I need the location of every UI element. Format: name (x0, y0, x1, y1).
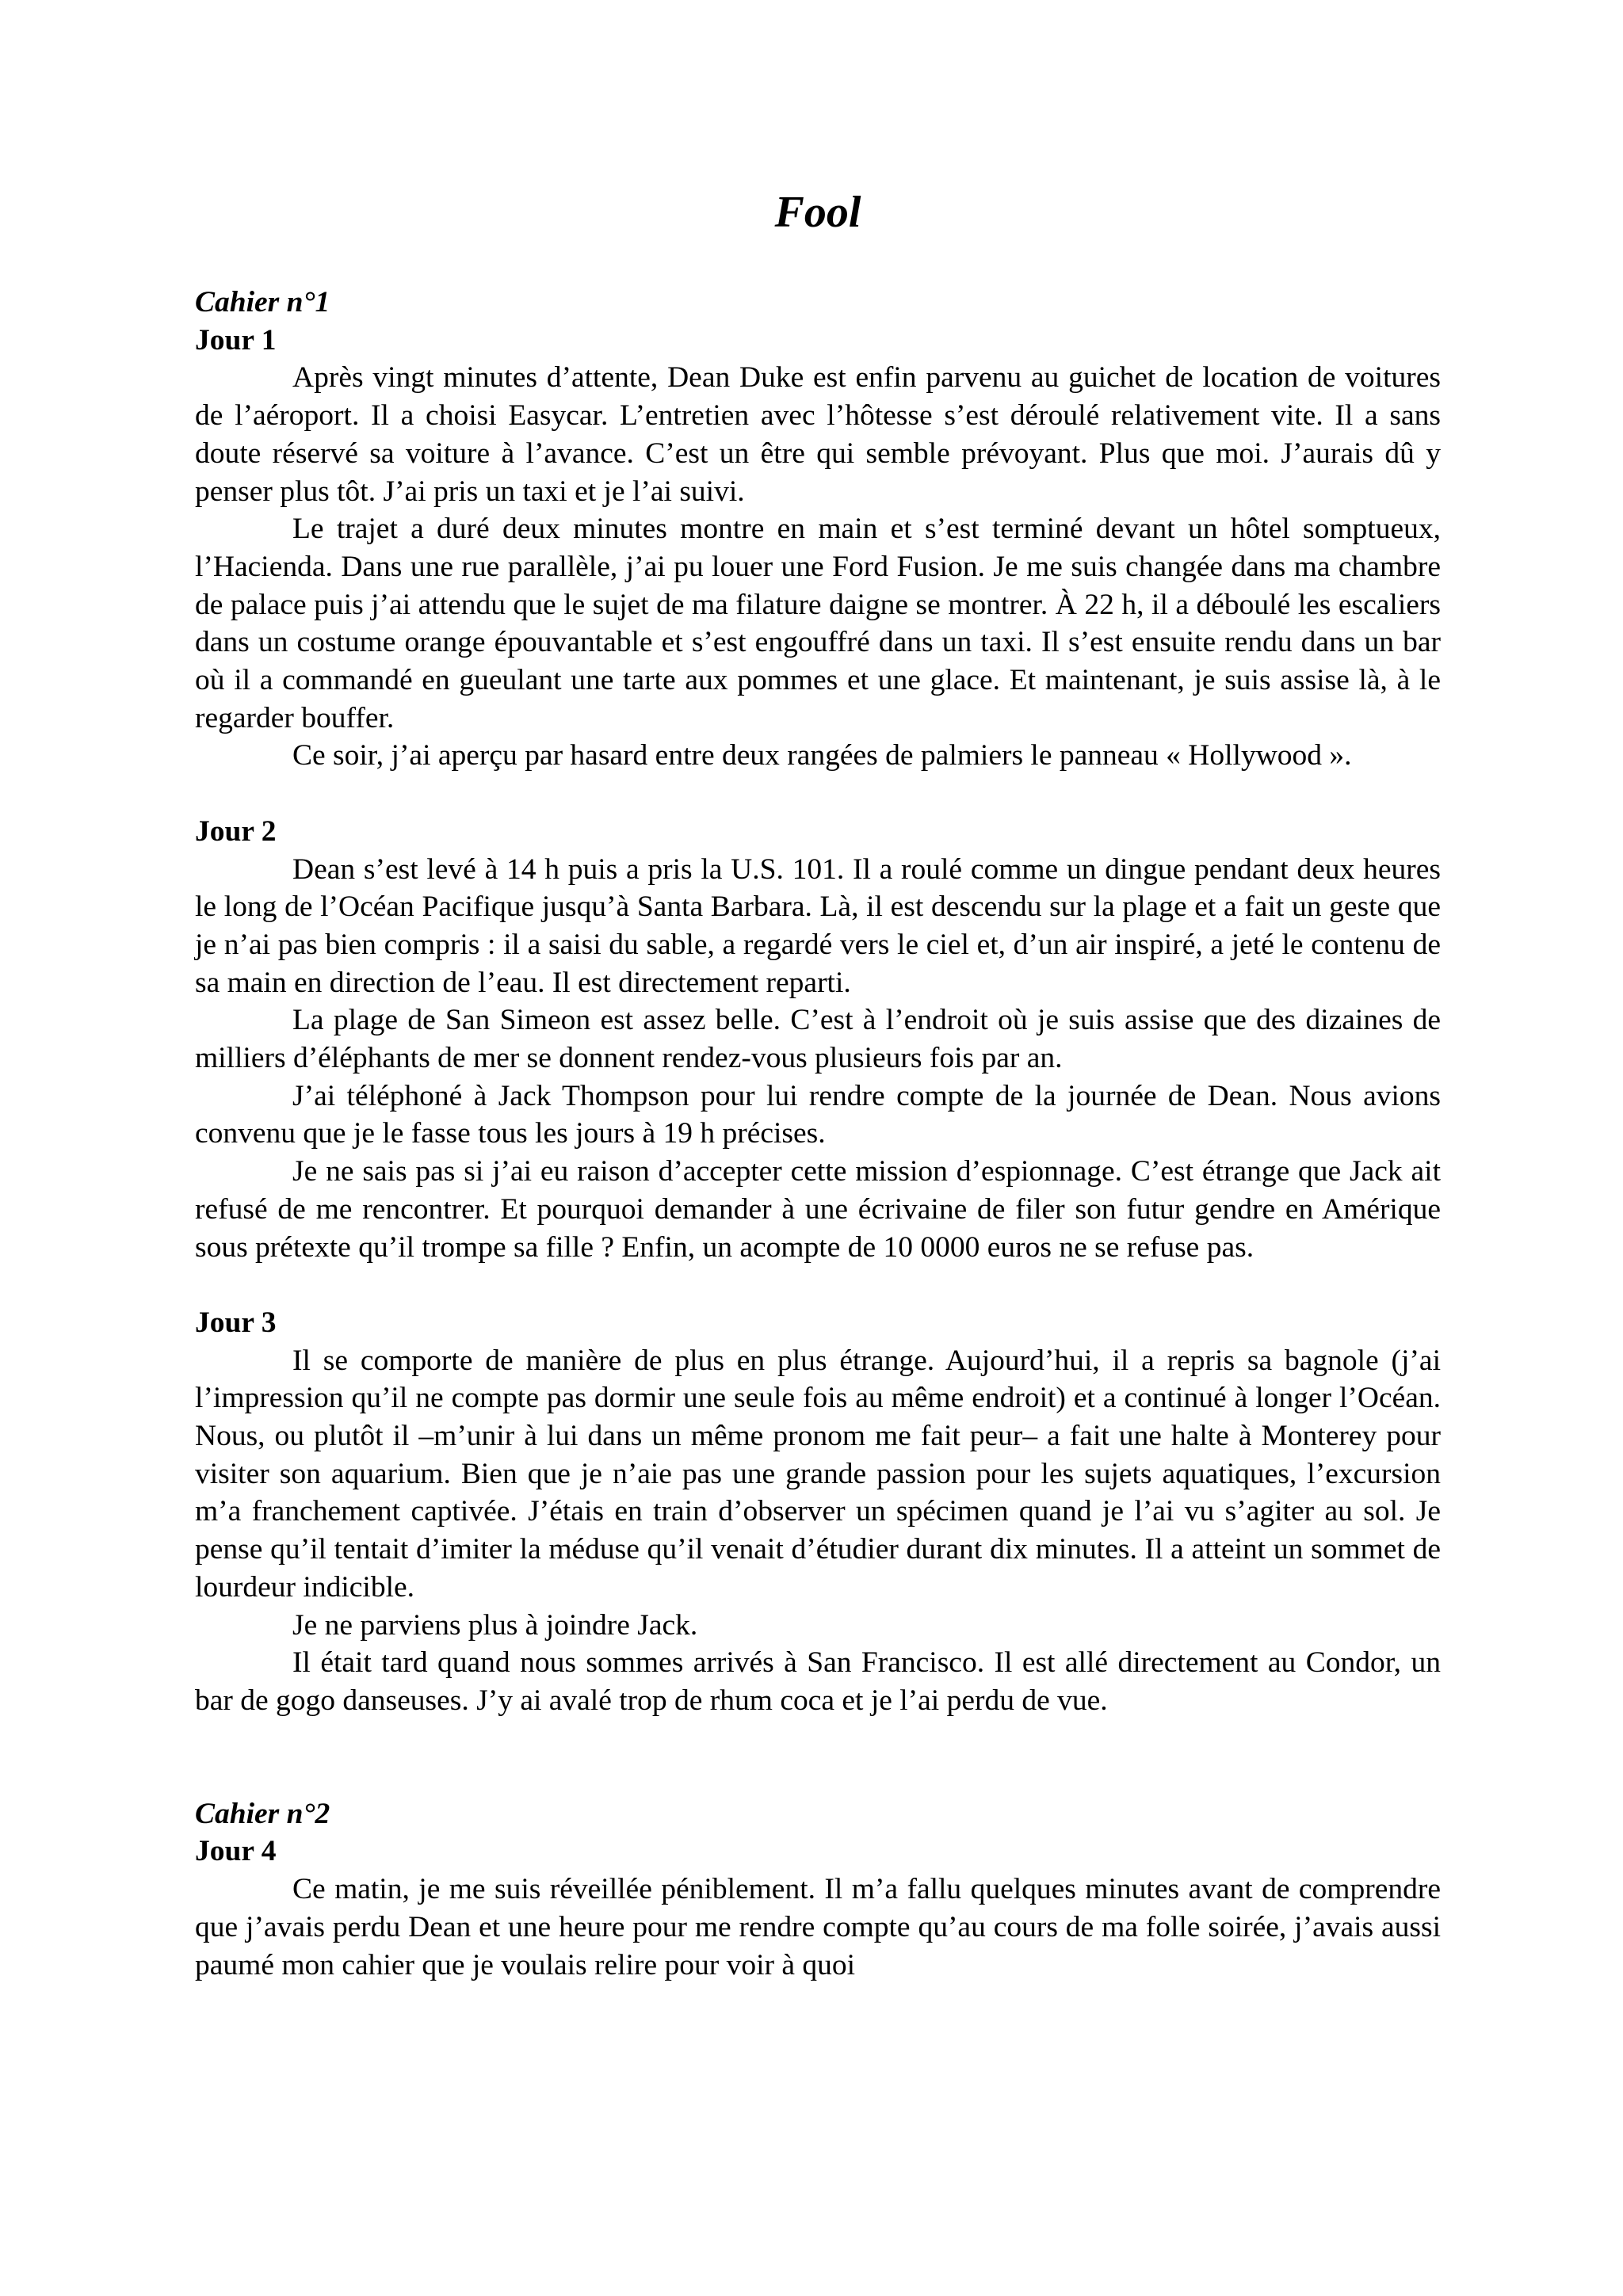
jour-2-paragraph-2: La plage de San Simeon est assez belle. C’est à l’endroit où je suis assise que des dizaines de milliers d’éléphants de mer se donnent rendez-vous plusieurs fois par an. (195, 1004, 1441, 1075)
spacer (195, 1266, 1441, 1304)
jour-1-paragraph-2: Le trajet a duré deux minutes montre en main et s’est terminé devant un hôtel somptueux, l’Hacienda. Dans une rue parallèle, j’ai pu louer une Ford Fusion. Je me suis changée dans ma chambre de palace puis j’ai attendu que le sujet de ma filature daigne se montrer. À 22 h, il a déboulé les escaliers dans un costume orange épouvantable et s’est engouffré dans un taxi. Il s’est ensuite rendu dans un bar où il a commandé en gueulant une tarte aux pommes et une glace. Et maintenant, je suis assise là, à le regarder bouffer. (195, 513, 1441, 734)
jour-4-heading: Jour 4 (195, 1835, 277, 1868)
jour-4-paragraph-1: Ce matin, je me suis réveillée péniblement. Il m’a fallu quelques minutes avant de comprendre que j’avais perdu Dean et une heure pour me rendre compte qu’au cours de ma folle soirée, j’avais aussi paumé mon cahier que je voulais relire pour voir à quoi (195, 1873, 1441, 1981)
document-page (195, 187, 1441, 1984)
jour-1-paragraph-3: Ce soir, j’ai aperçu par hasard entre deux rangées de palmiers le panneau « Hollywood ». (292, 739, 1352, 772)
cahier-2-heading: Cahier n°2 (195, 1797, 330, 1830)
jour-3-paragraph-1: Il se comporte de manière de plus en plus étrange. Aujourd’hui, il a repris sa bagnole (j’ai l’impression qu’il ne compte pas dormir une seule fois au même endroit) et a continué à longer l’Océan. Nous, ou plutôt il –m’unir à lui dans un même pronom me fait peur– a fait une halte à Monterey pour visiter son aquarium. Bien que je n’aie pas une grande passion pour les sujets aquatiques, l’excursion m’a franchement captivée. J’étais en train d’observer un spécimen quand je l’ai vu s’agiter au sol. Je pense qu’il tentait d’imiter la méduse qu’il venait d’étudier durant dix minutes. Il a atteint un sommet de lourdeur indicible. (195, 1344, 1441, 1604)
jour-1-paragraph-1: Après vingt minutes d’attente, Dean Duke est enfin parvenu au guichet de location de voitures de l’aéroport. Il a choisi Easycar. L’entretien avec l’hôtesse s’est déroulé relativement vite. Il a sans doute réservé sa voiture à l’avance. C’est un être qui semble prévoyant. Plus que moi. J’aurais dû y penser plus tôt. J’ai pris un taxi et je l’ai suivi. (195, 361, 1441, 508)
jour-3-paragraph-3: Il était tard quand nous sommes arrivés à San Francisco. Il est allé directement au Condor, un bar de gogo danseuses. J’y ai avalé trop de rhum coca et je l’ai perdu de vue. (195, 1646, 1441, 1717)
jour-1-heading: Jour 1 (195, 323, 277, 357)
jour-3-heading: Jour 3 (195, 1306, 277, 1339)
jour-2-heading: Jour 2 (195, 814, 277, 848)
jour-2-paragraph-4: Je ne sais pas si j’ai eu raison d’accepter cette mission d’espionnage. C’est étrange que Jack ait refusé de me rencontrer. Et pourquoi demander à une écrivaine de filer son futur gendre en Amérique sous prétexte qu’il trompe sa fille ? Enfin, un acompte de 10 0000 euros ne se refuse pas. (195, 1155, 1441, 1264)
spacer (195, 1720, 1441, 1795)
jour-2-paragraph-1: Dean s’est levé à 14 h puis a pris la U.S. 101. Il a roulé comme un dingue pendant deux heures le long de l’Océan Pacifique jusqu’à Santa Barbara. Là, il est descendu sur la plage et a fait un geste que je n’ai pas bien compris : il a saisi du sable, a regardé vers le ciel et, d’un air inspiré, a jeté le contenu de sa main en direction de l’eau. Il est directement reparti. (195, 852, 1441, 999)
jour-2-paragraph-3: J’ai téléphoné à Jack Thompson pour lui rendre compte de la journée de Dean. Nous avions convenu que je le fasse tous les jours à 19 h précises. (195, 1079, 1441, 1150)
document-title: Fool (774, 188, 861, 237)
jour-3-paragraph-2: Je ne parviens plus à joindre Jack. (292, 1608, 698, 1642)
cahier-1-heading: Cahier n°1 (195, 286, 330, 318)
spacer (195, 775, 1441, 813)
